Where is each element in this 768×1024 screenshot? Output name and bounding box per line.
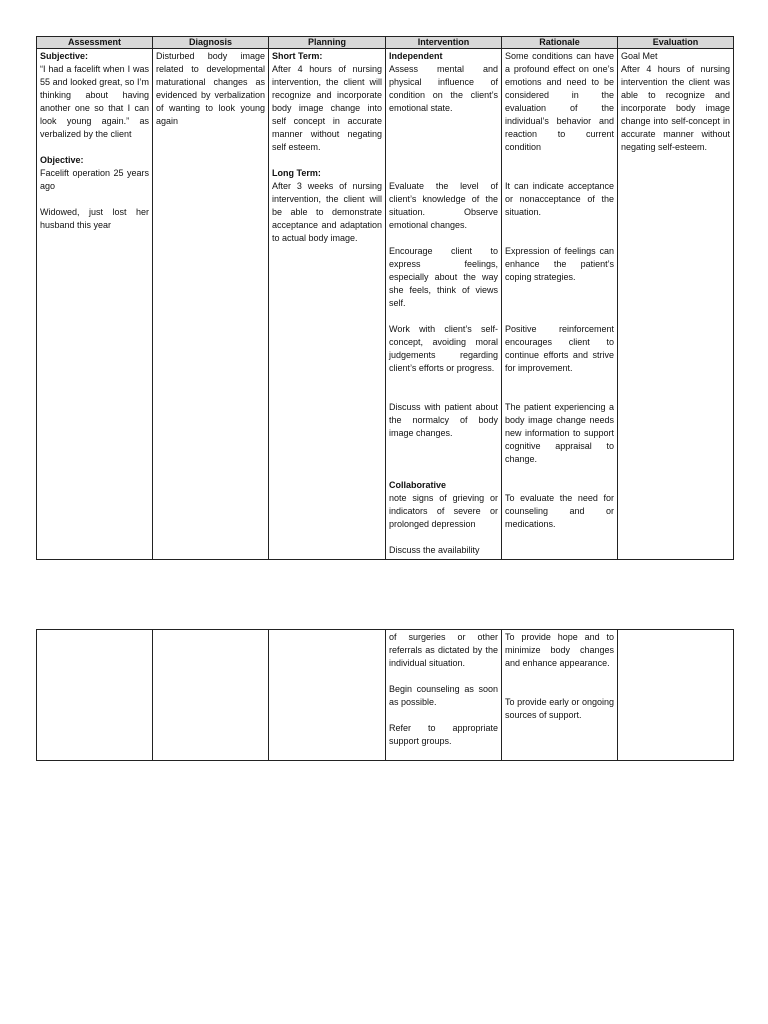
goal-status: Goal Met: [621, 51, 658, 61]
long-term-text: After 3 weeks of nursing intervention, the client will be able to demonstrate acceptance and adaptation to actual body image.: [272, 181, 382, 243]
header-rationale: Rationale: [502, 37, 618, 49]
diagnosis-cell: [153, 630, 269, 761]
intervention-cell: [386, 49, 502, 560]
intervention-item: Evaluate the level of client’s knowledge of the situation. Observe emotional changes.: [389, 181, 498, 230]
objective-label: Objective:: [40, 155, 84, 165]
subjective-label: Subjective:: [40, 51, 89, 61]
rationale-item: To provide hope and to minimize body changes and enhance appearance.: [505, 632, 614, 668]
rationale-item: The patient experiencing a body image change needs new information to support cognitive appraisal to change.: [505, 402, 614, 464]
header-planning: Planning: [269, 37, 386, 49]
assessment-cell: [37, 49, 153, 560]
intervention-cell: [386, 630, 502, 761]
intervention-item: note signs of grieving or indicators of severe or prolonged depression: [389, 493, 498, 529]
evaluation-cell: [618, 49, 734, 560]
intervention-item: Assess mental and physical influence of condition on the client’s emotional state.: [389, 64, 498, 113]
diagnosis-text: Disturbed body image related to developmental maturational changes as evidenced by verbalization of wanting to look young again: [156, 51, 265, 126]
rationale-item: It can indicate acceptance or nonacceptance of the situation.: [505, 181, 614, 217]
short-term-label: Short Term:: [272, 51, 323, 61]
intervention-item: Work with client’s self-concept, avoiding moral judgements regarding client’s efforts or progress.: [389, 324, 498, 373]
rationale-item: Positive reinforcement encourages client to continue efforts and strive for improvement.: [505, 324, 614, 373]
intervention-item: Discuss the availability: [389, 545, 480, 555]
planning-cell: [269, 49, 386, 560]
rationale-item: Expression of feelings can enhance the patient’s coping strategies.: [505, 246, 614, 282]
header-intervention: Intervention: [386, 37, 502, 49]
intervention-item: Refer to appropriate support groups.: [389, 723, 498, 746]
intervention-item: of surgeries or other referrals as dictated by the individual situation.: [389, 632, 498, 668]
intervention-item: Discuss with patient about the normalcy of body image changes.: [389, 402, 498, 438]
care-plan-table: [36, 36, 734, 560]
intervention-item: Encourage client to express feelings, especially about the way she feels, think of views self.: [389, 246, 498, 308]
header-row: [37, 37, 734, 49]
rationale-item: To evaluate the need for counseling and or medications.: [505, 493, 614, 529]
subjective-text: “I had a facelift when I was 55 and looked great, so I’m thinking about having another one so that I can look young again.” as verbalized by the client: [40, 64, 149, 139]
table-row: [37, 630, 734, 761]
diagnosis-cell: [153, 49, 269, 560]
objective-item: Facelift operation 25 years ago: [40, 168, 149, 191]
header-assessment: Assessment: [37, 37, 153, 49]
intervention-item: Begin counseling as soon as possible.: [389, 684, 498, 707]
evaluation-text: After 4 hours of nursing intervention the client was able to recognize and incorporate body image change into self-concept in accurate manner without negating self-esteem.: [621, 64, 730, 152]
assessment-cell: [37, 630, 153, 761]
rationale-item: Some conditions can have a profound effect on one’s emotions and need to be considered in the evaluation of the individual’s behavior and reaction to current condition: [505, 51, 614, 152]
independent-label: Independent: [389, 51, 443, 61]
table-row: [37, 49, 734, 560]
long-term-label: Long Term:: [272, 168, 321, 178]
rationale-cell: [502, 49, 618, 560]
evaluation-cell: [618, 630, 734, 761]
objective-item: Widowed, just lost her husband this year: [40, 207, 149, 230]
short-term-text: After 4 hours of nursing intervention, the client will recognize and incorporate body image change into self concept in accurate manner without negating self esteem.: [272, 64, 382, 152]
rationale-item: To provide early or ongoing sources of support.: [505, 697, 614, 720]
header-evaluation: Evaluation: [618, 37, 734, 49]
care-plan-table-continued: [36, 629, 734, 761]
header-diagnosis: Diagnosis: [153, 37, 269, 49]
collaborative-label: Collaborative: [389, 480, 447, 490]
planning-cell: [269, 630, 386, 761]
rationale-cell: [502, 630, 618, 761]
